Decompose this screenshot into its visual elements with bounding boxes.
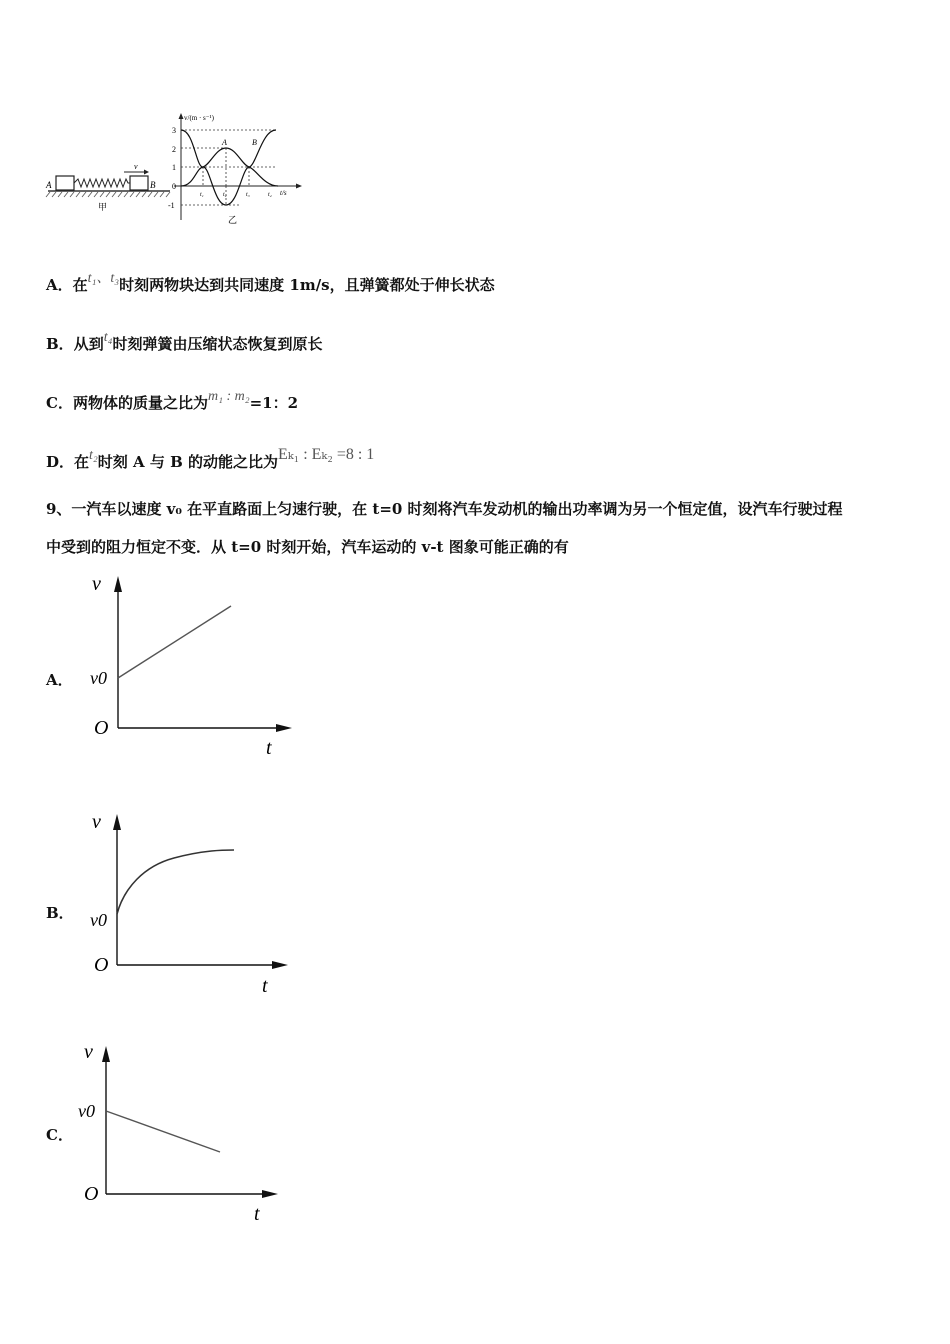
block-a — [56, 176, 74, 190]
option-text: 在 — [74, 453, 90, 471]
q9-graph-c — [76, 1040, 291, 1230]
axis-t-label: t — [262, 975, 268, 997]
option-text: 在 — [72, 276, 88, 294]
origin-label: O — [84, 1183, 99, 1205]
q8-option-a — [46, 271, 495, 295]
block-b — [130, 176, 148, 190]
y-tick: 2 — [172, 145, 176, 154]
axis-t-label: t — [266, 737, 272, 759]
q9-graph-b — [84, 808, 299, 998]
axis-v-label: v — [92, 811, 101, 833]
x-tick: t₃ — [246, 192, 250, 198]
option-math: t₂ — [89, 448, 98, 463]
origin-label: O — [94, 717, 109, 739]
y-tick: 1 — [172, 163, 176, 172]
label-a: A — [46, 180, 52, 190]
option-text: 两物体的质量之比为 — [72, 394, 208, 412]
v0-label: v0 — [90, 668, 107, 688]
curve-a-label: A — [222, 138, 227, 147]
q8-option-c — [46, 389, 299, 413]
y-tick: 0 — [172, 182, 176, 191]
origin-label: O — [94, 954, 109, 976]
vt-line-increasing — [118, 606, 231, 678]
velocity-label: v — [134, 162, 138, 171]
option-letter: B． — [46, 335, 74, 353]
spring — [74, 179, 130, 187]
caption-yi: 乙 — [228, 215, 238, 225]
option-math: Eₖ₁ : Eₖ₂ =8 : 1 — [278, 446, 375, 463]
option-letter: C． — [46, 394, 73, 412]
y-tick: -1 — [168, 201, 175, 210]
option-math: t₄ — [103, 330, 113, 345]
label-b: B — [150, 180, 156, 190]
axis-v-label: v — [84, 1041, 93, 1063]
axis-v-label: v — [92, 573, 101, 595]
option-text: 时刻两物块达到共同速度 1m/s，且弹簧都处于伸长状态 — [119, 276, 495, 294]
option-text: 时刻弹簧由压缩状态恢复到原长 — [112, 335, 323, 353]
caption-jia: 甲 — [98, 202, 108, 212]
x-axis-label: t/s — [280, 189, 287, 197]
q9-option-c-letter: C． — [46, 1126, 73, 1144]
q8-option-d — [46, 446, 375, 472]
q9-stem-line2: 中受到的阻力恒定不变．从 t=0 时刻开始，汽车运动的 v-t 图象可能正确的有 — [46, 538, 569, 556]
x-tick: t₂ — [223, 192, 227, 198]
y-tick: 3 — [172, 126, 176, 135]
q9-graph-a — [84, 570, 299, 760]
option-letter: D． — [46, 453, 75, 471]
option-letter: A． — [46, 276, 73, 294]
y-axis-label: v/(m · s⁻¹) — [184, 114, 214, 122]
curve-b-label: B — [252, 138, 257, 147]
option-text: 从到 — [73, 335, 104, 353]
v0-label: v0 — [78, 1101, 95, 1121]
q9-option-a-letter: A． — [46, 671, 73, 689]
x-tick: t₄ — [268, 192, 272, 198]
option-text: 时刻 A 与 B 的动能之比为 — [97, 453, 279, 471]
v0-label: v0 — [90, 910, 107, 930]
vt-graph-yi — [168, 113, 302, 225]
q9-stem-line1: 9、一汽车以速度 v₀ 在平直路面上匀速行驶，在 t=0 时刻将汽车发动机的输出功率调为另一个恒定值，设汽车行驶过程 — [46, 500, 843, 518]
vt-line-decreasing — [106, 1111, 220, 1152]
spring-blocks-figure — [44, 108, 304, 228]
q9-option-b-letter: B． — [46, 904, 74, 922]
vt-curve-saturating — [117, 850, 234, 914]
q8-option-b — [46, 330, 323, 354]
option-math: t₁、t₃ — [87, 271, 120, 286]
curve-b — [181, 130, 276, 205]
x-tick: t₁ — [200, 192, 204, 198]
option-math: m₁ : m₂ — [207, 389, 250, 404]
axis-t-label: t — [254, 1203, 260, 1225]
option-text: =1：2 — [249, 394, 299, 412]
